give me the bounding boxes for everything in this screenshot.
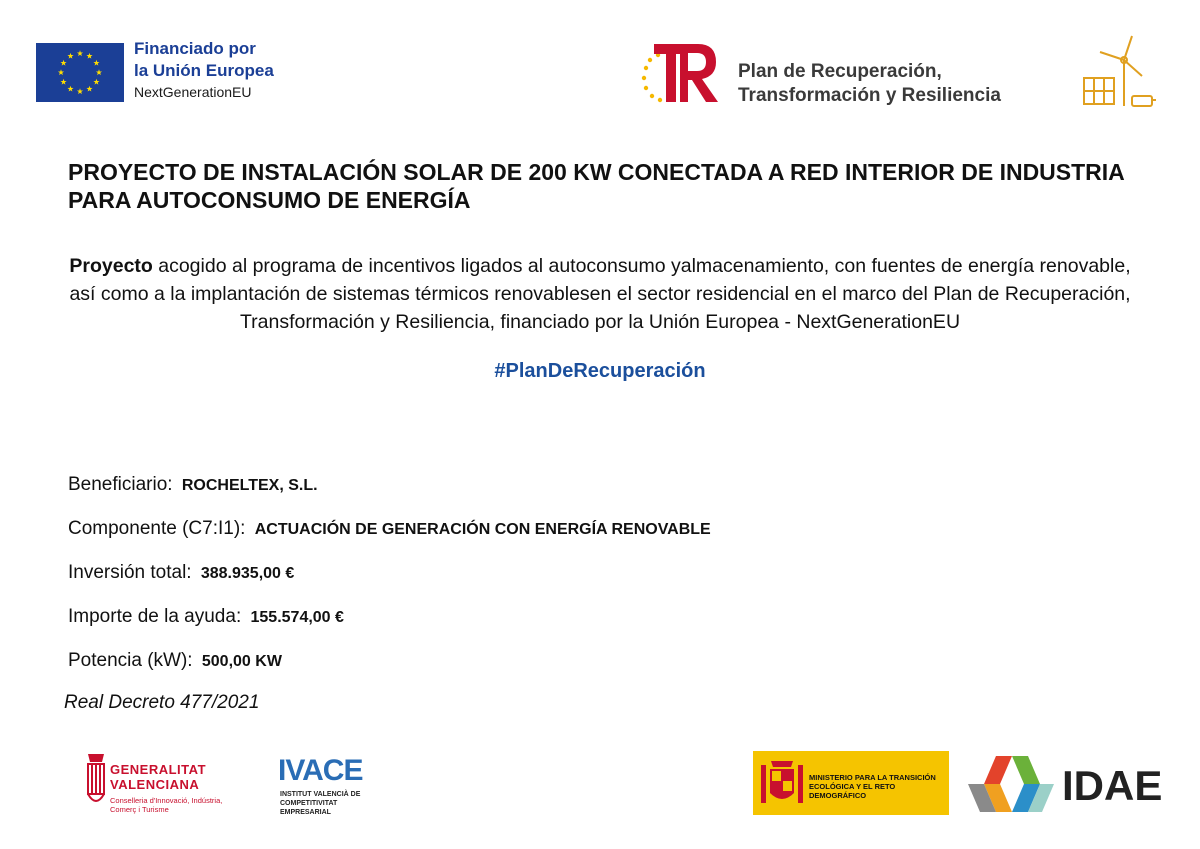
field-label: Beneficiario: <box>68 474 173 495</box>
field-value: 500,00 KW <box>201 653 282 670</box>
eu-funding-line1: Financiado por <box>134 39 256 58</box>
ministry-name: MINISTERIO PARA LA TRANSICIÓN ECOLÓGICA Y EL RETO DEMOGRÁFICO <box>809 773 936 800</box>
generalitat-emblem-icon <box>84 752 108 810</box>
field-component <box>68 518 711 540</box>
field-power <box>68 650 282 672</box>
ivace-subtitle: INSTITUT VALENCIÀ DE COMPETITIVITAT EMPRESARIAL <box>280 791 361 816</box>
field-aid-amount <box>68 606 344 628</box>
prtr-title <box>738 60 1001 108</box>
gv-line1: GENERALITAT <box>110 762 207 777</box>
idae-mark-icon <box>966 752 1056 816</box>
field-value: ACTUACIÓN DE GENERACIÓN CON ENERGÍA RENOVABLE <box>254 521 711 538</box>
description-lead: Proyecto <box>69 255 153 277</box>
idae-name: IDAE <box>1062 762 1163 809</box>
field-label: Componente (C7:I1): <box>68 518 246 539</box>
description-body: acogido al programa de incentivos ligados al autoconsumo yalmacenamiento, con fuentes de energía renovable, así como a la implantación de sistemas térmicos renovablesen el sector residencial en el marco del Plan de Recuperación, Transformación y Resiliencia, financiado por la Unión Europea - NextGenerationEU <box>69 255 1131 333</box>
gv-subtitle: Conselleria d'Innovació, Indústria, Comerç i Turisme <box>110 796 223 814</box>
eu-funding-text <box>134 40 274 99</box>
field-label: Potencia (kW): <box>68 650 193 671</box>
gv-line2: VALENCIANA <box>110 777 200 792</box>
ivace-logo <box>278 752 388 816</box>
project-title: PROYECTO DE INSTALACIÓN SOLAR DE 200 KW CONECTADA A RED INTERIOR DE INDUSTRIA PARA AUTOCONSUMO DE ENERGÍA <box>68 159 1124 213</box>
field-total-investment <box>68 562 294 584</box>
field-beneficiary <box>68 474 318 496</box>
prtr-logo-icon <box>640 40 720 106</box>
field-value: 155.574,00 € <box>250 609 344 626</box>
decree-reference: Real Decreto 477/2021 <box>64 692 260 713</box>
eu-flag-icon <box>36 43 124 102</box>
spain-coat-of-arms-icon <box>759 757 805 809</box>
field-label: Importe de la ayuda: <box>68 606 242 627</box>
eu-funding-line3: NextGenerationEU <box>134 84 252 100</box>
field-label: Inversión total: <box>68 562 192 583</box>
eu-funding-line2: la Unión Europea <box>134 61 274 80</box>
prtr-line1: Plan de Recuperación, <box>738 61 942 82</box>
project-description <box>60 252 1140 336</box>
ivace-name: IVACE <box>278 754 363 787</box>
wind-solar-energy-icon <box>1080 34 1158 110</box>
ministry-logo <box>753 751 949 815</box>
field-value: 388.935,00 € <box>200 565 295 582</box>
field-value: ROCHELTEX, S.L. <box>181 477 318 494</box>
generalitat-valenciana-logo <box>84 752 223 814</box>
idae-logo <box>966 752 1161 816</box>
prtr-line2: Transformación y Resiliencia <box>738 85 1001 106</box>
hashtag: #PlanDeRecuperación <box>494 360 706 382</box>
